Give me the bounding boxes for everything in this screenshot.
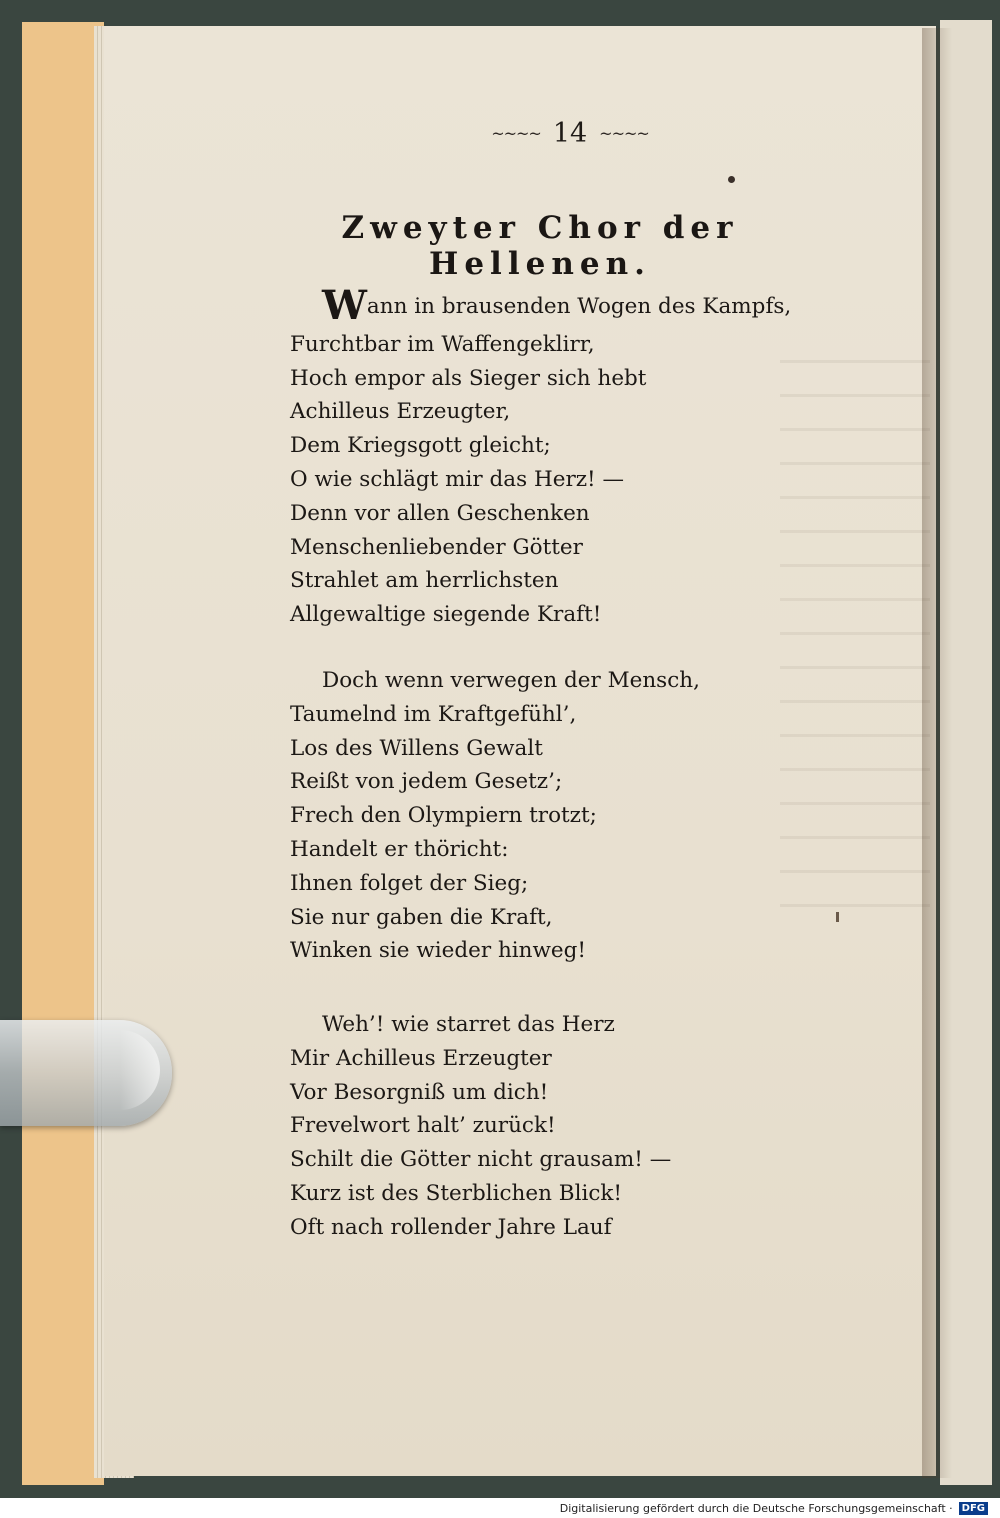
poem-title: Zweyter Chor der Hellenen. <box>341 210 739 282</box>
stanza-3 <box>290 1008 671 1245</box>
ink-speck <box>836 912 839 922</box>
verse-line: Sie nur gaben die Kraft, <box>290 904 553 930</box>
verse-line: Dem Kriegsgott gleicht; <box>290 433 551 459</box>
verse-line: Vor Besorgniß um dich! <box>290 1079 549 1105</box>
gutter-shadow <box>922 28 952 1478</box>
verse-line: Doch wenn verwegen der Mensch, <box>322 668 700 693</box>
ornament-left: ~~~~ <box>491 123 541 143</box>
verse-line: Oft nach rollender Jahre Lauf <box>290 1214 612 1240</box>
verse-line: Reißt von jedem Gesetz’; <box>290 769 563 795</box>
drop-cap: W <box>322 282 367 329</box>
verse-line: Weh’! wie starret das Herz <box>322 1012 615 1037</box>
ink-speck <box>728 176 735 183</box>
verse-line: Allgewaltige siegende Kraft! <box>290 602 602 628</box>
verse-line: Menschenliebender Götter <box>290 534 583 560</box>
digitization-footer <box>0 1498 1000 1518</box>
ornament-right: ~~~~ <box>599 123 649 143</box>
verse-line: Achilleus Erzeugter, <box>290 399 511 425</box>
verse-line: Winken sie wieder hinweg! <box>290 938 587 964</box>
verse-line: Wann in brausenden Wogen des Kampfs, <box>322 282 792 329</box>
stanza-1 <box>290 282 792 632</box>
verse-line: Kurz ist des Sterblichen Blick! <box>290 1180 623 1206</box>
verse-line: Los des Willens Gewalt <box>290 735 543 761</box>
verse-line: Furchtbar im Waffengeklirr, <box>290 331 595 357</box>
funding-credit: Digitalisierung gefördert durch die Deutsche Forschungsgemeinschaft · <box>559 1501 953 1515</box>
verse-line: O wie schlägt mir das Herz! — <box>290 466 625 492</box>
page-header <box>480 118 660 148</box>
verse-line: Frevelwort halt’ zurück! <box>290 1113 556 1139</box>
book-cover-edge <box>22 22 104 1485</box>
verse-line: Taumelnd im Kraftgefühl’, <box>290 701 577 727</box>
verse-line: Denn vor allen Geschenken <box>290 500 590 526</box>
page-number: 14 <box>552 117 588 149</box>
verse-line: Frech den Olympiern trotzt; <box>290 803 597 829</box>
dfg-logo: DFG <box>959 1502 988 1515</box>
verse-line: Strahlet am herrlichsten <box>290 568 559 594</box>
verse-line: Schilt die Götter nicht grausam! — <box>290 1147 672 1173</box>
verse-line: Mir Achilleus Erzeugter <box>290 1045 552 1071</box>
verse-line: Handelt er thöricht: <box>290 836 509 862</box>
bleed-through-text <box>780 360 930 920</box>
stanza-2 <box>290 664 700 968</box>
verse-line: Hoch empor als Sieger sich hebt <box>290 365 647 391</box>
verse-line: Ihnen folget der Sieg; <box>290 870 529 896</box>
